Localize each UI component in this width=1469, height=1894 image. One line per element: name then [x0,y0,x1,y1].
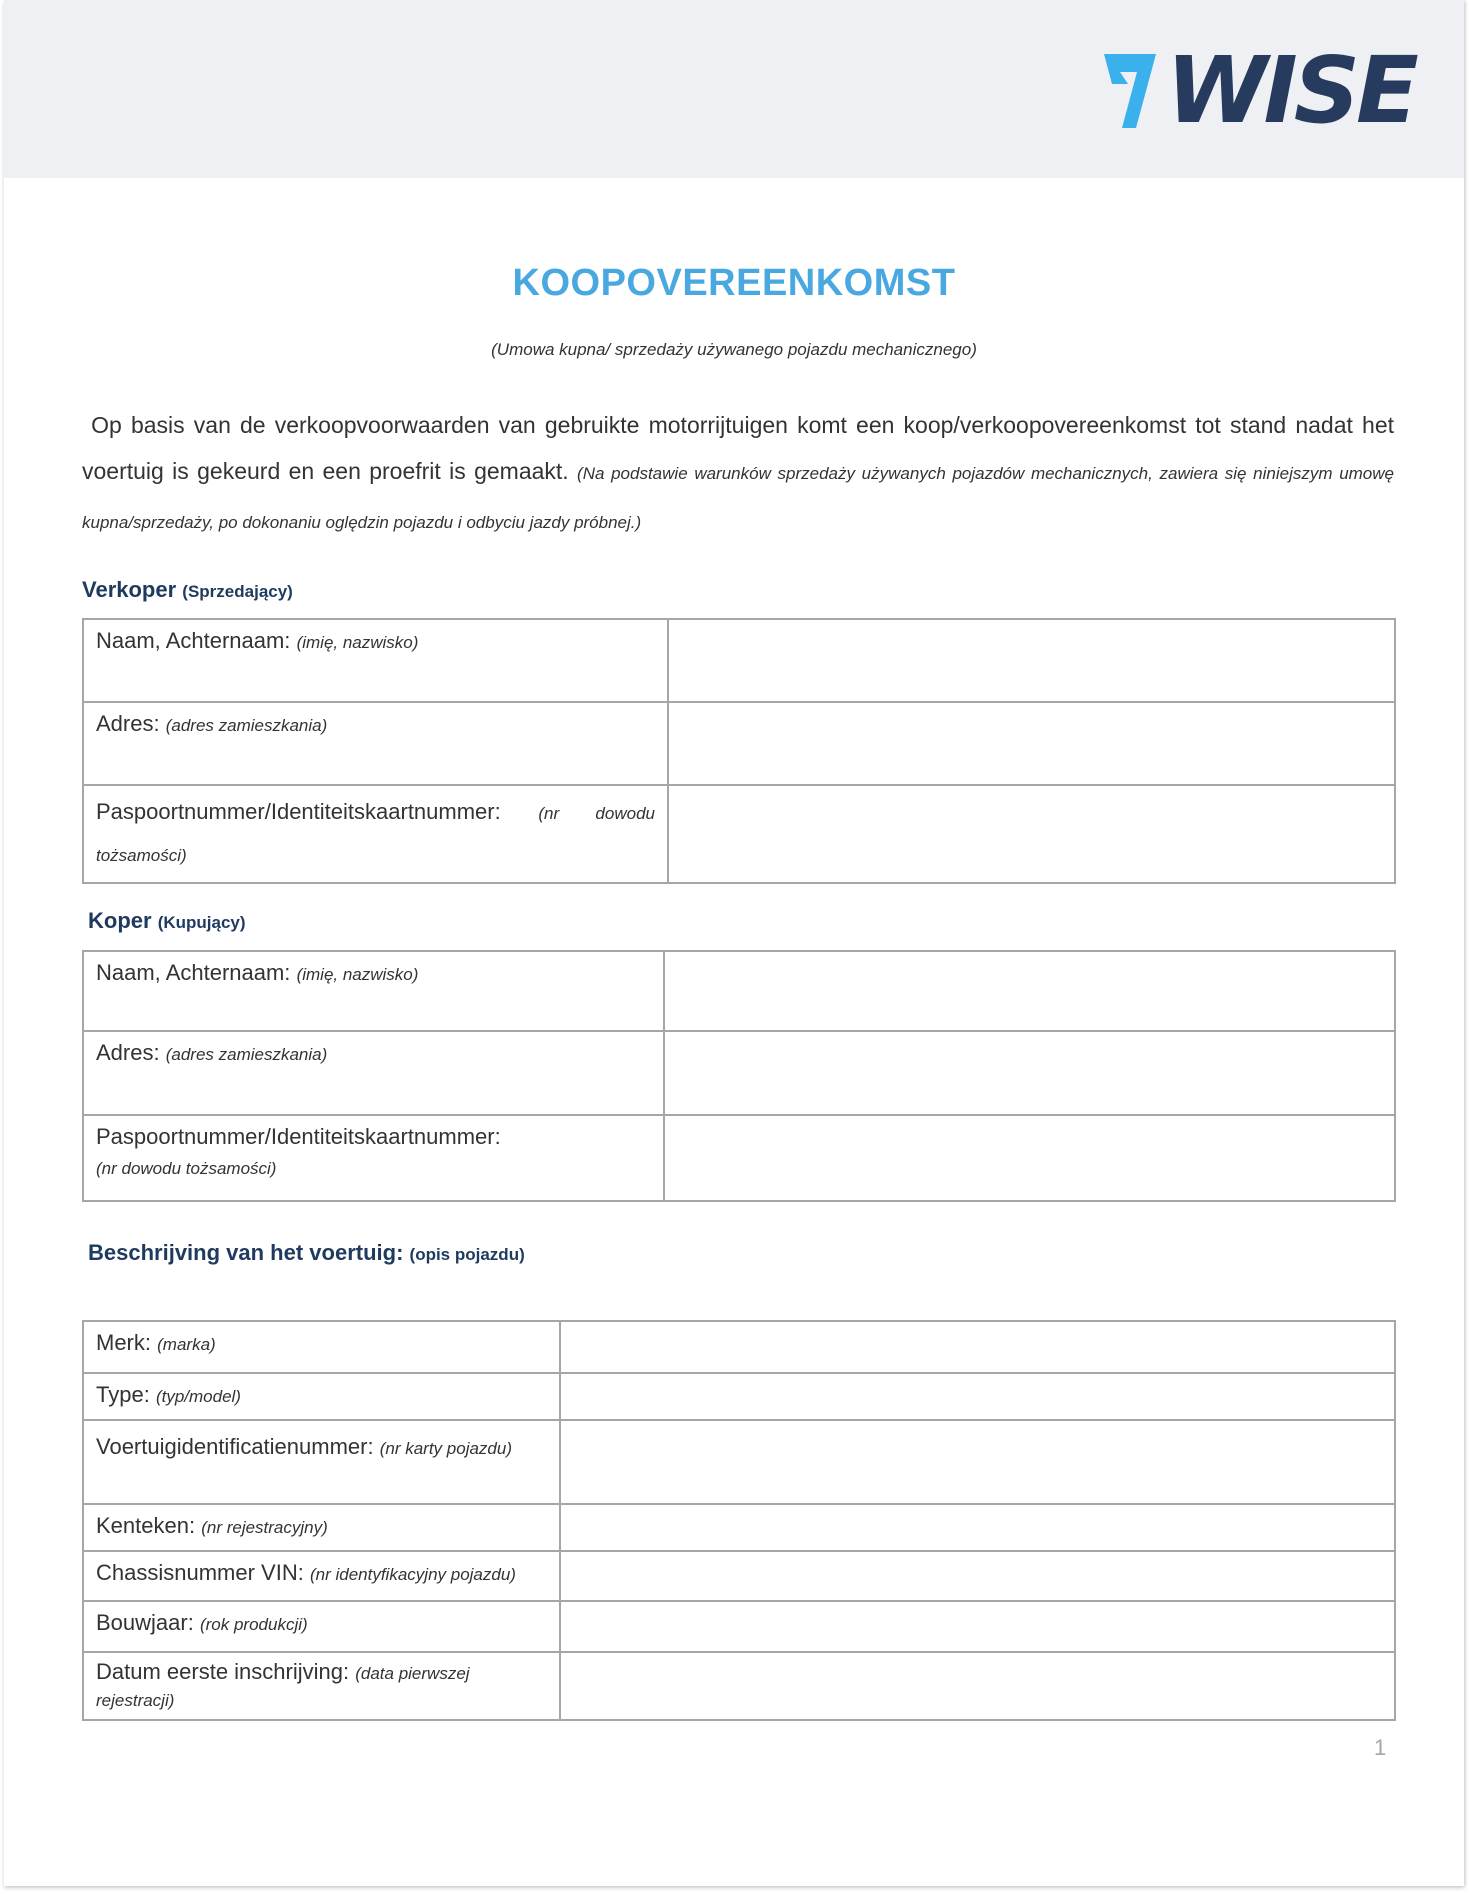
vehicle-id-number-field[interactable] [560,1420,1395,1504]
first-registration-field[interactable] [560,1652,1395,1720]
intro-text: Op basis van de verkoopvoorwaarden van gebruikte motorrijtuigen komt een koop/verkoopovereenkomst tot stand nadat het voertuig is gekeurd en een proefrit is gemaakt. [82,412,1394,484]
document-title: KOOPOVEREENKOMST [512,262,956,304]
seller-address-label: Adres: (adres zamieszkania) [83,702,668,785]
buyer-heading-translation: (Kupujący) [157,913,246,932]
vehicle-table [82,1320,1396,1721]
buyer-id-label: Paspoortnummer/Identiteitskaartnummer: (nr dowodu tożsamości) [83,1115,664,1201]
registration-field[interactable] [560,1504,1395,1551]
table-row [83,702,1395,785]
table-row [83,1031,1395,1115]
production-year-label: Bouwjaar: (rok produkcji) [83,1601,560,1652]
type-field[interactable] [560,1373,1395,1420]
registration-label: Kenteken: (nr rejestracyjny) [83,1504,560,1551]
brand-field[interactable] [560,1321,1395,1373]
buyer-address-field[interactable] [664,1031,1395,1115]
vehicle-heading-label: Beschrijving van het voertuig: [88,1240,404,1265]
header-band [4,0,1464,178]
seller-name-field[interactable] [668,619,1395,702]
intro-translation: (Na podstawie warunków sprzedaży używanych pojazdów mechanicznych, zawiera się niniejszym umowę kupna/sprzedaży, po dokonaniu oględzin pojazdu i odbyciu jazdy próbnej.) [82,464,1394,532]
table-row [83,951,1395,1031]
wise-logo [1104,42,1444,132]
seller-heading [82,577,293,603]
intro-paragraph [82,402,1394,546]
seller-id-field[interactable] [668,785,1395,883]
table-row [83,1551,1395,1601]
buyer-name-field[interactable] [664,951,1395,1031]
vin-label: Chassisnummer VIN: (nr identyfikacyjny pojazdu) [83,1551,560,1601]
page-number: 1 [1374,1735,1387,1760]
table-row [83,1321,1395,1373]
vehicle-heading [88,1240,525,1266]
first-registration-label: Datum eerste inschrijving: (data pierwszej rejestracji) [83,1652,560,1720]
vin-field[interactable] [560,1551,1395,1601]
document-page [4,0,1464,1886]
table-row [83,1504,1395,1551]
table-row [83,785,1395,883]
seller-heading-label: Verkoper [82,577,177,602]
document-subtitle: (Umowa kupna/ sprzedaży używanego pojazdu mechanicznego) [491,340,977,359]
table-row [83,619,1395,702]
vehicle-heading-translation: (opis pojazdu) [409,1245,525,1264]
brand-label: Merk: (marka) [83,1321,560,1373]
seller-address-field[interactable] [668,702,1395,785]
buyer-heading [88,908,246,934]
buyer-id-field[interactable] [664,1115,1395,1201]
buyer-heading-label: Koper [88,908,152,933]
vehicle-id-number-label: Voertuigidentificatienummer: (nr karty pojazdu) [83,1420,560,1504]
table-row [83,1115,1395,1201]
buyer-name-label: Naam, Achternaam: (imię, nazwisko) [83,951,664,1031]
table-row [83,1601,1395,1652]
type-label: Type: (typ/model) [83,1373,560,1420]
table-row [83,1373,1395,1420]
wise-arrow-icon [1104,54,1156,128]
wise-wordmark: WISE [1166,42,1415,132]
buyer-address-label: Adres: (adres zamieszkania) [83,1031,664,1115]
seller-heading-translation: (Sprzedający) [182,582,293,601]
production-year-field[interactable] [560,1601,1395,1652]
buyer-table [82,950,1396,1202]
seller-name-label: Naam, Achternaam: (imię, nazwisko) [83,619,668,702]
table-row [83,1652,1395,1720]
seller-id-label: Paspoortnummer/Identiteitskaartnummer: (nr dowodu tożsamości) [83,785,668,883]
table-row [83,1420,1395,1504]
seller-table [82,618,1396,884]
